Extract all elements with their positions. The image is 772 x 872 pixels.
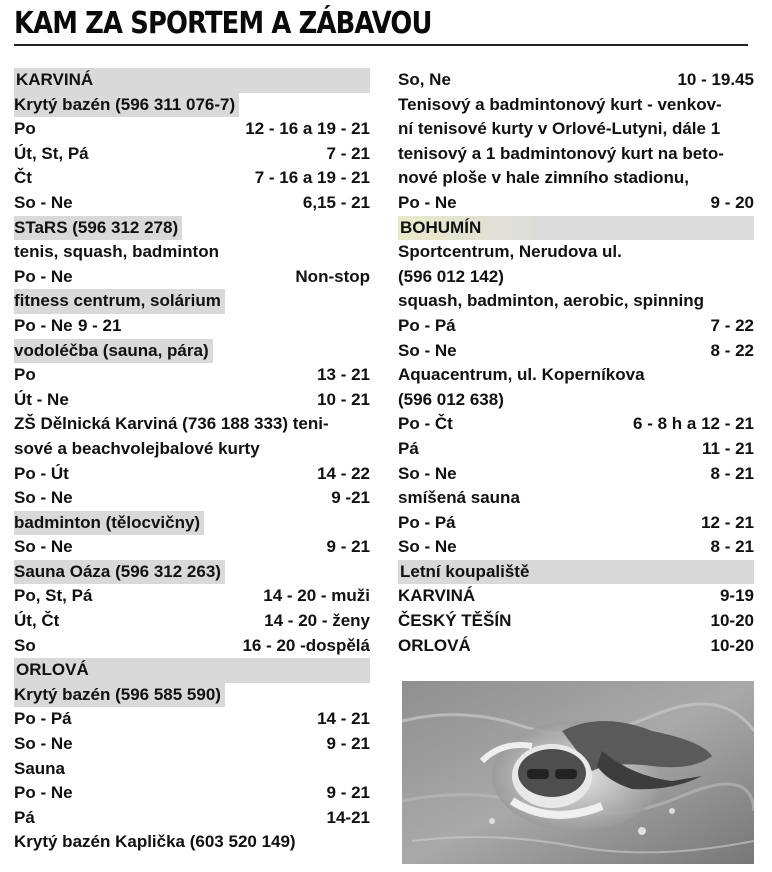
- schedule-time: 9 - 21: [326, 537, 370, 557]
- text-line-label: sové a beachvolejbalové kurty: [14, 438, 260, 458]
- schedule-days: Út, Čt: [14, 611, 60, 631]
- text-line-label: (596 012 638): [398, 389, 504, 409]
- schedule-time: 16 - 20 -dospělá: [242, 635, 370, 655]
- venue-label: Sauna Oáza (596 312 263): [14, 560, 225, 585]
- schedule-days: Pá: [398, 438, 419, 458]
- schedule-row: [14, 535, 370, 560]
- text-line-label: tenis, squash, badminton: [14, 242, 219, 262]
- schedule-days: Pá: [14, 807, 35, 827]
- schedule-row: [14, 486, 370, 511]
- venue-heading: [14, 289, 370, 314]
- text-line: [398, 265, 754, 290]
- schedule-time: 7 - 22: [710, 315, 754, 335]
- schedule-days: So - Ne: [398, 340, 457, 360]
- venue-heading: [14, 560, 370, 585]
- schedule-days: Po - Ne: [14, 783, 73, 803]
- text-line: [398, 289, 754, 314]
- schedule-time: 14 - 20 - ženy: [264, 611, 370, 631]
- venue-label: vodoléčba (sauna, pára): [14, 339, 213, 364]
- text-line-label: Aquacentrum, ul. Koperníkova: [398, 365, 645, 385]
- schedule-time: 7 - 21: [326, 143, 370, 163]
- schedule-row: [14, 707, 370, 732]
- schedule-days: Po - Ne: [14, 266, 73, 286]
- schedule-days: Po - Ne: [14, 315, 73, 335]
- schedule-row: [398, 339, 754, 364]
- page-headline: KAM ZA SPORTEM A ZÁBAVOU: [14, 6, 432, 41]
- schedule-row: [398, 609, 754, 634]
- schedule-days: KARVINÁ: [398, 586, 476, 606]
- text-line-label: Tenisový a badmintonový kurt - venkov-: [398, 94, 722, 114]
- schedule-time: 13 - 21: [317, 365, 370, 385]
- schedule-row: [14, 191, 370, 216]
- schedule-row: [14, 781, 370, 806]
- text-line-label: (596 012 142): [398, 266, 504, 286]
- schedule-days: Po - Čt: [398, 414, 453, 434]
- schedule-days: Út - Ne: [14, 389, 69, 409]
- text-line-label: Krytý bazén Kaplička (603 520 149): [14, 832, 296, 852]
- section-header-label: BOHUMÍN: [400, 217, 482, 237]
- swimmer-image: [402, 681, 754, 864]
- venue-heading: [14, 683, 370, 708]
- text-line-label: ní tenisové kurty v Orlové-Lutyni, dále 1: [398, 119, 721, 139]
- venue-label: badminton (tělocvičny): [14, 511, 204, 536]
- schedule-row: [398, 314, 754, 339]
- schedule-days: So: [14, 635, 36, 655]
- schedule-row: [398, 535, 754, 560]
- text-line: [14, 757, 370, 782]
- section-header-karvina: [14, 68, 370, 93]
- schedule-days: Po: [14, 119, 36, 139]
- schedule-row: [14, 142, 370, 167]
- schedule-time: 12 - 16 a 19 - 21: [245, 119, 370, 139]
- text-line: [398, 93, 754, 118]
- schedule-time: 10-20: [710, 611, 754, 631]
- schedule-time: 6,15 - 21: [302, 192, 370, 212]
- right-column: [398, 68, 754, 658]
- schedule-days: Po - Ne: [398, 192, 457, 212]
- text-line: [398, 142, 754, 167]
- section-header-label: ORLOVÁ: [16, 660, 89, 680]
- venue-heading: [14, 339, 370, 364]
- text-line: [14, 437, 370, 462]
- schedule-time: 14 - 22: [317, 463, 370, 483]
- text-line-label: Sauna: [14, 758, 66, 778]
- text-line: [398, 486, 754, 511]
- schedule-time: 10 - 19.45: [677, 70, 754, 89]
- schedule-time: 9 - 21: [326, 734, 370, 754]
- text-line: [14, 412, 370, 437]
- schedule-days: Po: [14, 365, 36, 385]
- schedule-days: So - Ne: [14, 537, 73, 557]
- schedule-row: [14, 806, 370, 831]
- schedule-days: ČESKÝ TĚŠÍN: [398, 611, 512, 631]
- schedule-days: So - Ne: [398, 463, 457, 483]
- schedule-time: 8 - 21: [710, 463, 754, 483]
- text-line: [14, 830, 370, 855]
- venue-label: STaRS (596 312 278): [14, 216, 182, 241]
- schedule-row: [398, 462, 754, 487]
- venue-label: Krytý bazén (596 311 076-7): [14, 93, 239, 118]
- schedule-days: Čt: [14, 168, 32, 188]
- venue-label: fitness centrum, solárium: [14, 289, 225, 314]
- schedule-row: [14, 363, 370, 388]
- section-header-label: KARVINÁ: [16, 70, 94, 89]
- schedule-time: 9-19: [719, 586, 754, 606]
- text-line-label: squash, badminton, aerobic, spinning: [398, 291, 705, 311]
- text-line: [398, 117, 754, 142]
- schedule-days: Po - Pá: [398, 512, 456, 532]
- schedule-time: 9 - 21: [326, 783, 370, 803]
- schedule-row: [398, 68, 754, 93]
- text-line-label: nové ploše v hale zimního stadionu,: [398, 168, 689, 188]
- schedule-row: [14, 265, 370, 290]
- venue-label: Krytý bazén (596 585 590): [14, 683, 225, 708]
- schedule-time: 6 - 8 h a 12 - 21: [633, 414, 754, 434]
- schedule-row: [14, 609, 370, 634]
- text-line-label: ZŠ Dělnická Karviná (736 188 333) teni-: [14, 414, 329, 434]
- schedule-time: 8 - 22: [710, 340, 754, 360]
- schedule-row: [14, 314, 370, 339]
- schedule-row: [398, 584, 754, 609]
- schedule-days: Po - Út: [14, 463, 69, 483]
- schedule-time: 10 - 21: [317, 389, 370, 409]
- schedule-time: 7 - 16 a 19 - 21: [254, 168, 370, 188]
- schedule-row: [398, 634, 754, 659]
- venue-heading: [14, 511, 370, 536]
- schedule-days: Út, St, Pá: [14, 143, 89, 163]
- headline-rule: [14, 44, 748, 46]
- schedule-time: 11 - 21: [702, 438, 754, 458]
- section-header-letni-koupaliste: [398, 560, 754, 585]
- schedule-time: 14-21: [326, 807, 370, 827]
- schedule-days: ORLOVÁ: [398, 635, 471, 655]
- venue-heading: [14, 93, 370, 118]
- schedule-time: 9 -21: [331, 488, 370, 508]
- schedule-row: [14, 634, 370, 659]
- venue-heading: [14, 216, 370, 241]
- schedule-time: 12 - 21: [701, 512, 754, 532]
- schedule-time: 10-20: [710, 635, 754, 655]
- text-line-label: tenisový a 1 badmintonový kurt na beto-: [398, 143, 724, 163]
- section-header-label: Letní koupaliště: [400, 561, 530, 581]
- text-line-label: Sportcentrum, Nerudova ul.: [398, 242, 622, 262]
- schedule-days: So - Ne: [14, 192, 73, 212]
- text-line: [398, 388, 754, 413]
- schedule-row: [14, 462, 370, 487]
- section-header-orlova: [14, 658, 370, 683]
- schedule-days: So, Ne: [398, 70, 451, 89]
- schedule-days: Po - Pá: [398, 315, 456, 335]
- schedule-row: [14, 732, 370, 757]
- schedule-days: Po, St, Pá: [14, 586, 93, 606]
- schedule-time: 9 - 21: [78, 315, 122, 335]
- swimmer-photo: [402, 681, 754, 864]
- schedule-time: 14 - 20 - muži: [263, 586, 370, 606]
- schedule-row: [398, 511, 754, 536]
- left-column: [14, 68, 370, 855]
- text-line: [398, 363, 754, 388]
- schedule-time: 9 - 20: [710, 192, 754, 212]
- schedule-days: Po - Pá: [14, 709, 72, 729]
- schedule-row: [398, 437, 754, 462]
- text-line: [14, 240, 370, 265]
- schedule-time: 14 - 21: [317, 709, 370, 729]
- schedule-row: [14, 166, 370, 191]
- schedule-row: [14, 584, 370, 609]
- text-line-label: smíšená sauna: [398, 488, 520, 508]
- schedule-row: [398, 191, 754, 216]
- schedule-days: So - Ne: [14, 734, 73, 754]
- schedule-days: So - Ne: [398, 537, 457, 557]
- text-line: [398, 166, 754, 191]
- schedule-days: So - Ne: [14, 488, 73, 508]
- schedule-time: Non-stop: [295, 266, 370, 286]
- schedule-time: 8 - 21: [710, 537, 754, 557]
- schedule-row: [14, 388, 370, 413]
- section-header-bohumin: [398, 216, 754, 241]
- schedule-row: [14, 117, 370, 142]
- text-line: [398, 240, 754, 265]
- schedule-row: [398, 412, 754, 437]
